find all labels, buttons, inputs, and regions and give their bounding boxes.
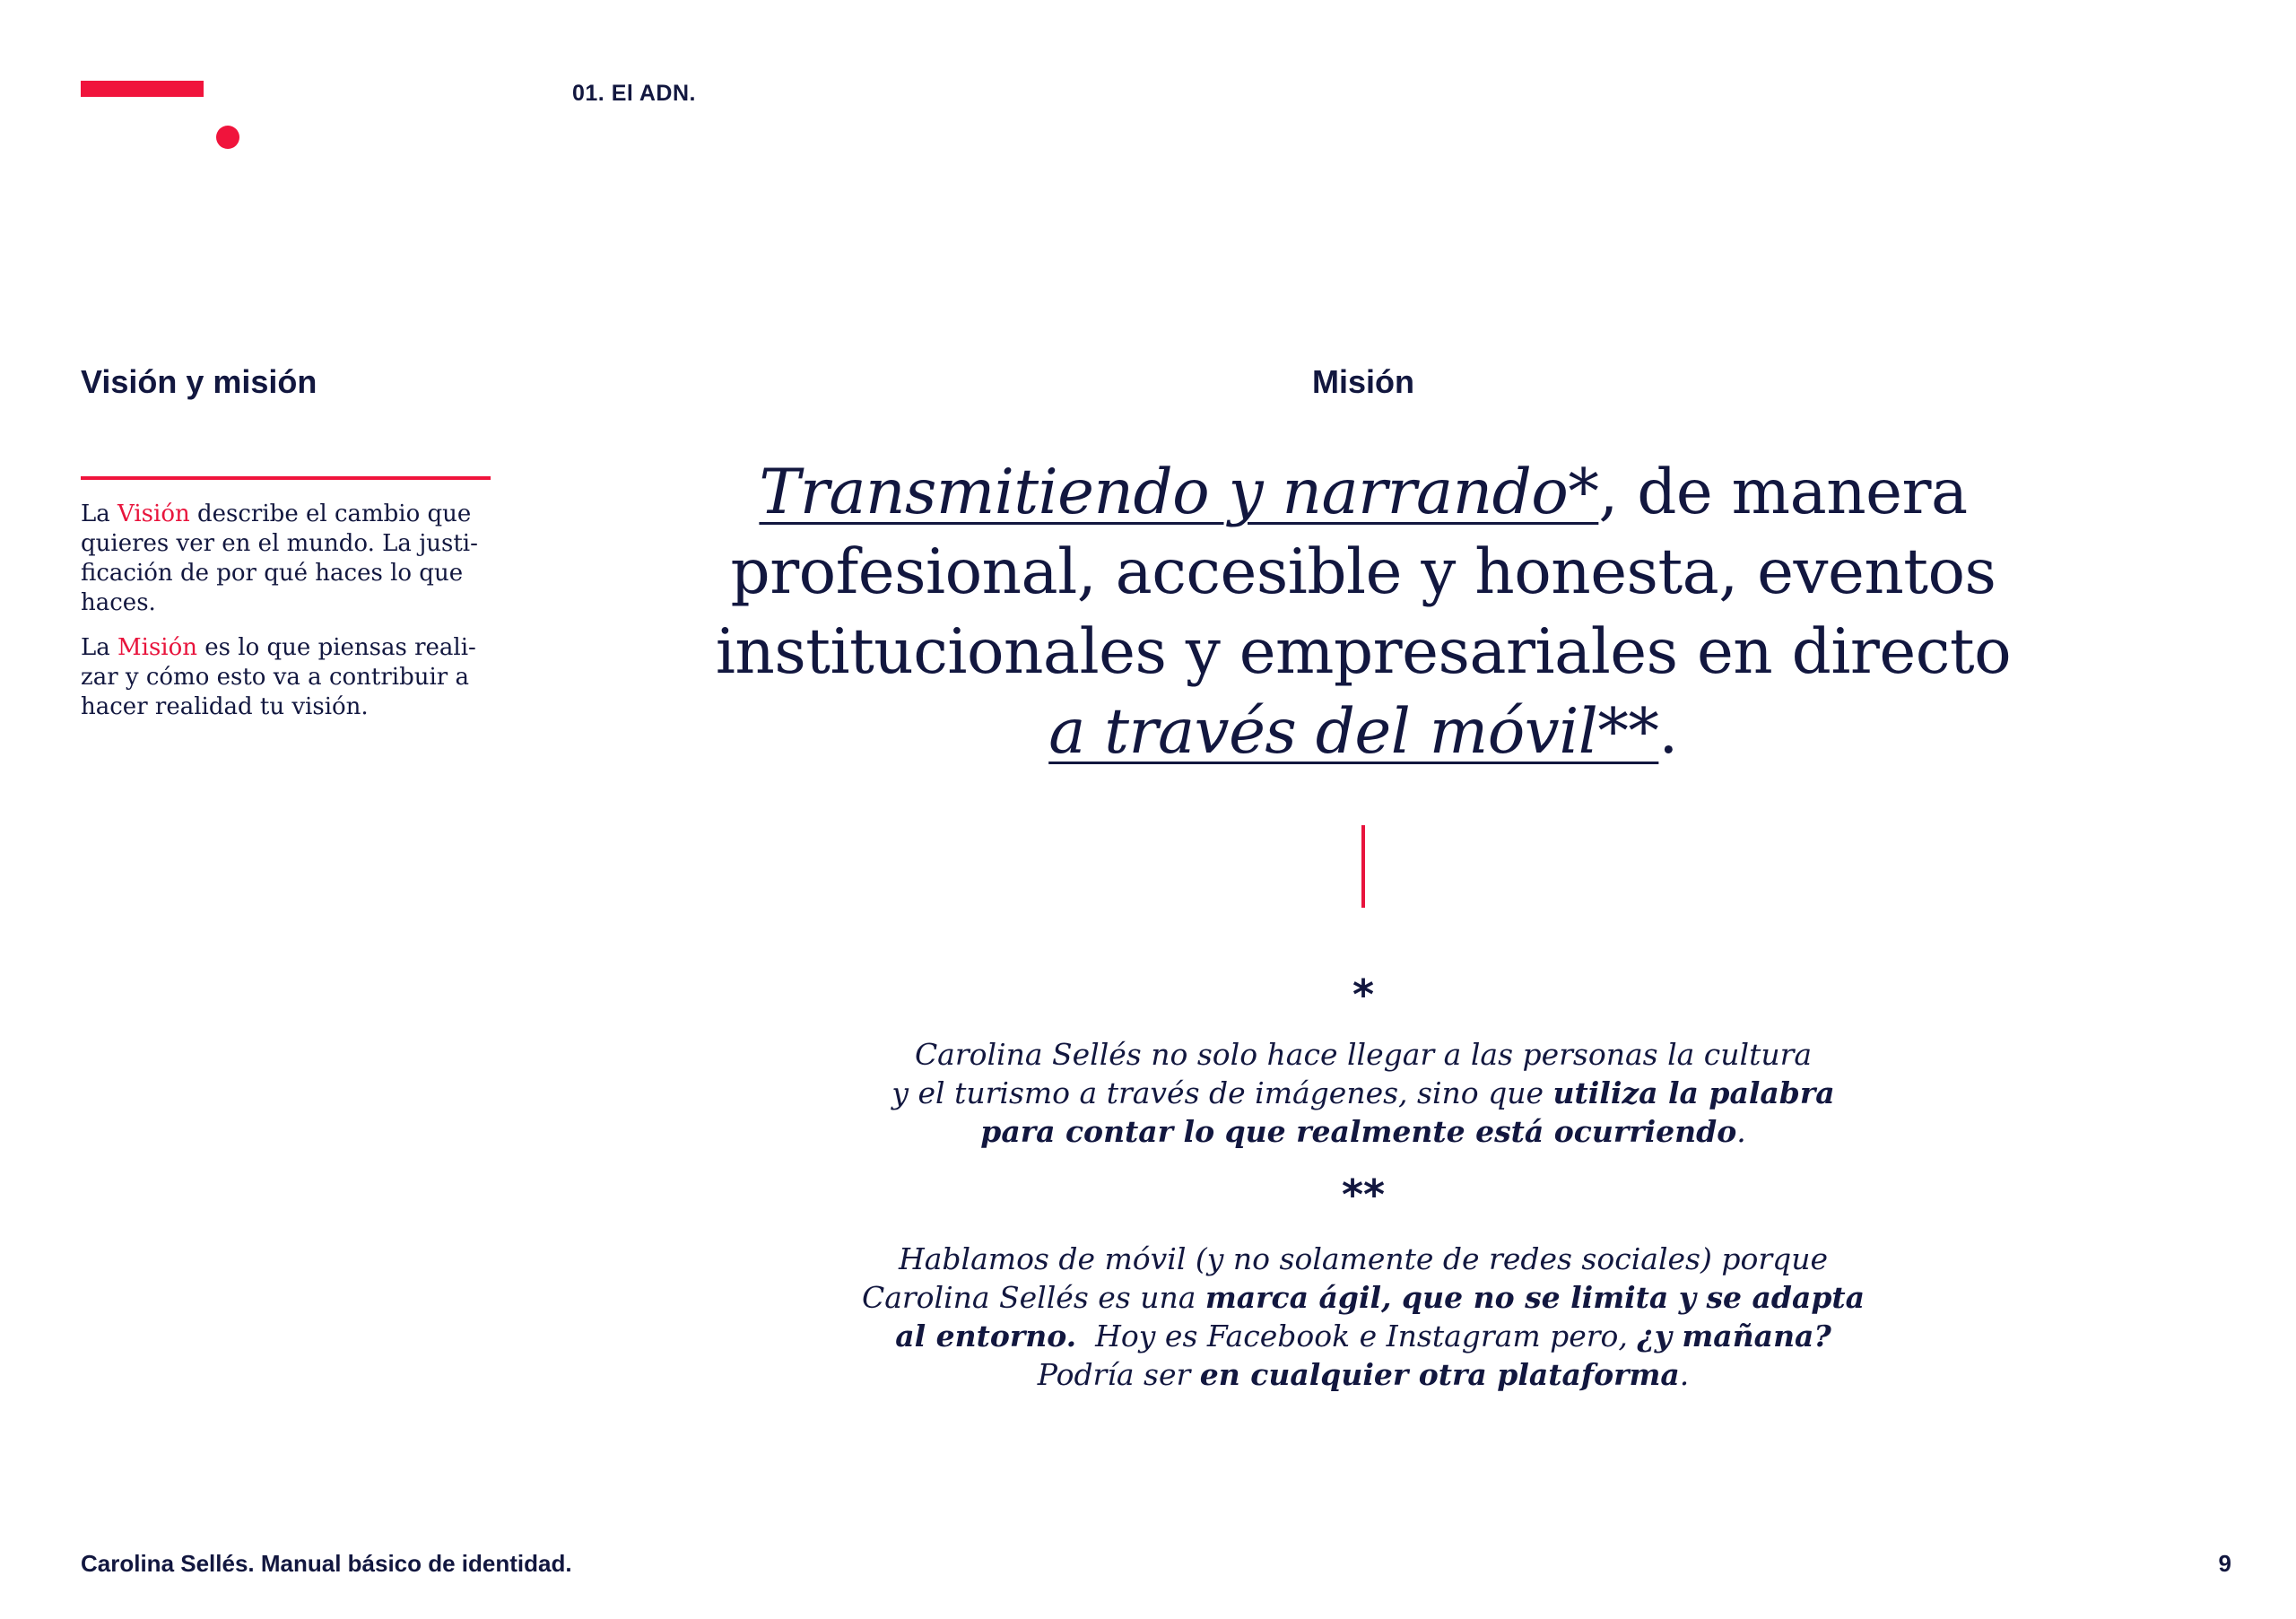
statement-text-1: , de manera: [1598, 457, 1968, 528]
mission-statement: [664, 453, 2063, 772]
footnote-marker-2: **: [1341, 1171, 1386, 1219]
logo-bar: [81, 81, 204, 97]
note1-line2-bold: utiliza la palabra: [1552, 1075, 1835, 1110]
statement-underlined-2: a través del móvil**: [1048, 696, 1659, 768]
note1-line3-end: .: [1736, 1114, 1746, 1149]
vision-prefix: La: [81, 500, 118, 527]
mision-paragraph: [81, 633, 502, 722]
mision-line2: zar y cómo esto va a contribuir a: [81, 664, 469, 691]
vertical-divider: [1361, 825, 1365, 908]
page-number: 9: [2218, 1550, 2231, 1577]
note2-line3-bold2: ¿y mañana?: [1637, 1319, 1831, 1354]
footnote-marker-1: *: [1352, 971, 1375, 1019]
note2-line4-plain: Podría ser: [1037, 1357, 1200, 1392]
statement-line-3: institucionales y empresariales en directo: [715, 616, 2012, 688]
vision-highlight: Visión: [117, 500, 190, 527]
mision-prefix: La: [81, 634, 118, 661]
mision-line1: es lo que piensas reali-: [197, 634, 476, 661]
note2-line3-plain: Hoy es Facebook e Instagram pero,: [1076, 1319, 1638, 1354]
statement-line-2: profesional, accesible y honesta, eventos: [730, 536, 1996, 608]
vision-line3: ficación de por qué haces lo que: [81, 560, 464, 587]
main-heading: Misión: [1312, 363, 1414, 400]
sidebar-heading: Visión y misión: [81, 363, 317, 400]
sidebar-divider: [81, 476, 491, 480]
note1-line2-plain: y el turismo a través de imágenes, sino que: [891, 1075, 1553, 1110]
footer-title: Carolina Sellés. Manual básico de identidad.: [81, 1550, 572, 1577]
note2-line3-bold: al entorno.: [895, 1319, 1077, 1354]
logo-dot: [216, 126, 239, 149]
footnote-2: [825, 1240, 1901, 1394]
statement-end: .: [1658, 696, 1678, 768]
note2-line2-plain: Carolina Sellés es una: [861, 1280, 1205, 1315]
note1-line1: Carolina Sellés no solo hace llegar a las personas la cultura: [914, 1037, 1813, 1072]
note2-line4-end: .: [1679, 1357, 1690, 1392]
note2-line1: Hablamos de móvil (y no solamente de redes sociales) porque: [898, 1241, 1829, 1276]
vision-paragraph: [81, 500, 502, 618]
vision-line4: haces.: [81, 589, 156, 616]
mision-line3: hacer realidad tu visión.: [81, 693, 369, 720]
note2-line2-bold: marca ágil, que no se limita y se adapta: [1205, 1280, 1866, 1315]
statement-underlined-1: Transmitiendo y narrando*: [759, 457, 1599, 528]
vision-line1: describe el cambio que: [189, 500, 472, 527]
note1-line3-bold: para contar lo que realmente está ocurriendo: [980, 1114, 1737, 1149]
vision-line2: quieres ver en el mundo. La justi-: [81, 530, 478, 557]
section-label: 01. El ADN.: [572, 81, 696, 106]
note2-line4-bold: en cualquier otra plataforma: [1199, 1357, 1680, 1392]
mision-highlight: Misión: [117, 634, 198, 661]
footnote-1: [825, 1035, 1901, 1151]
